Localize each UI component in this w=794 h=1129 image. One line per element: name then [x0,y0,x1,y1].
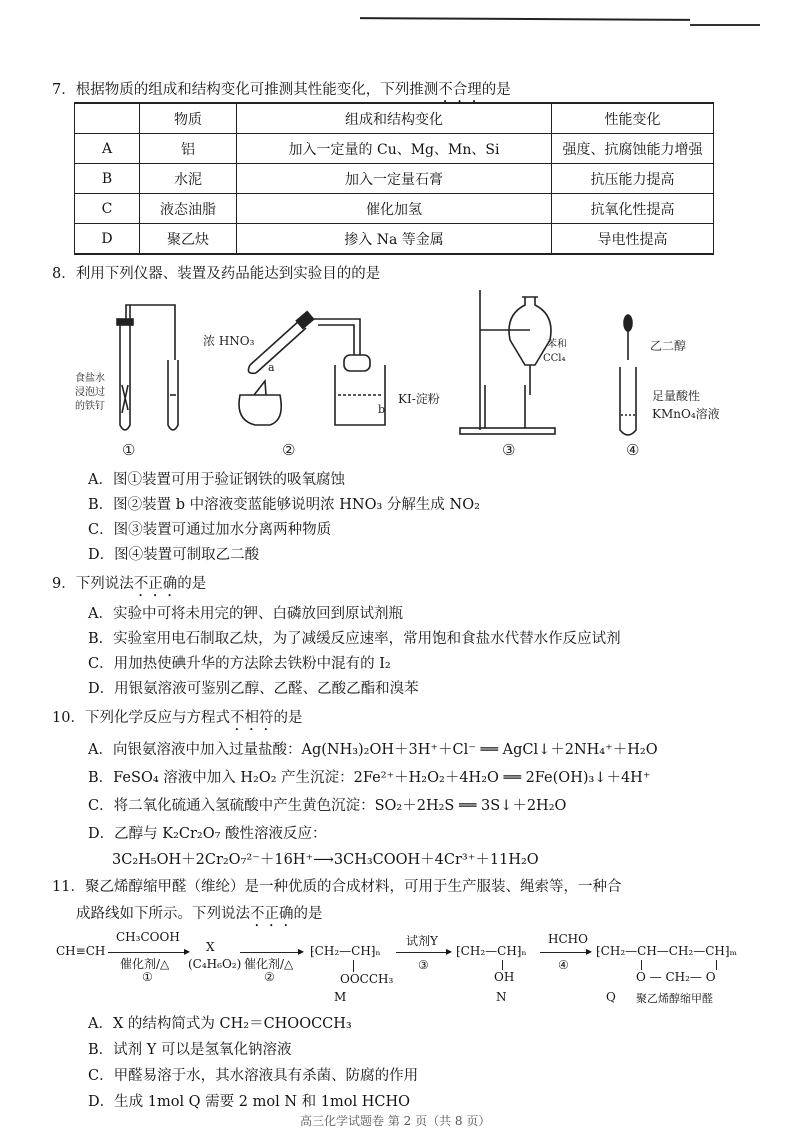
synthesis-route [56,930,756,1006]
q7-stem-end: 的是 [481,82,511,98]
figure-4-top-label: 乙二醇 [650,339,687,353]
figure-1-apparatus [117,305,178,430]
route-step-4-arrowhead: ▸ [586,944,593,958]
figure-1-label-3: 的铁钉 [75,401,105,412]
figure-2-b: b [378,403,386,416]
q9-option-a: A．实验中可将未用完的钾、白磷放回到原试剂瓶 [88,606,403,622]
figure-3-number: ③ [502,441,516,459]
q11-stem-text: 成路线如下所示。下列说法 [76,906,250,922]
polymer-m-bond [353,960,354,972]
q11-option-c: C．甲醛易溶于水，其水溶液具有杀菌、防腐的作用 [88,1068,419,1084]
q11-stem-emphasis: 不正确 [250,906,294,922]
q9-option-d: D．用银氨溶液可鉴别乙醇、乙醛、乙酸乙酯和溴苯 [88,681,419,697]
q11-option-d: D．生成 1mol Q 需要 2 mol N 和 1mol HCHO [88,1094,410,1110]
polymer-q-bond-left [641,960,642,970]
q10-stem-end: 的是 [273,710,303,726]
figure-3-apparatus [460,290,555,434]
route-step-4-reagent: HCHO [548,932,588,946]
polymer-m-substituent: OOCCH₃ [340,972,394,986]
header-cell: 性能变化 [552,103,714,134]
q11-stem-end: 的是 [293,906,323,922]
table-row [75,194,714,224]
polymer-q-bridge: O — CH₂— O [636,970,716,984]
q10-option-b: B．FeSO₄ 溶液中加入 H₂O₂ 产生沉淀：2Fe²⁺＋H₂O₂＋4H₂O ══ 2Fe(OH)₃↓＋4H⁺ [88,770,651,786]
table-row [75,224,714,255]
route-step-1-arrow [108,952,188,953]
q10-option-d-equation: 3C₂H₅OH＋2Cr₂O₇²⁻＋16H⁺⟶3CH₃COOH＋4Cr³⁺＋11H₂O [112,852,539,868]
q10-option-d: D．乙醇与 K₂Cr₂O₇ 酸性溶液反应： [88,826,327,842]
q10-option-c: C．将二氧化硫通入氢硫酸中产生黄色沉淀：SO₂＋2H₂S ══ 3S↓＋2H₂O [88,798,567,814]
route-step-2-number: ② [264,970,275,984]
q11-option-b: B．试剂 Y 可以是氢氧化钠溶液 [88,1042,292,1058]
figure-1-label-1: 食盐水 [75,373,105,384]
page-footer: 高三化学试题卷 第 2 页（共 8 页） [300,1114,491,1128]
header-rule-right [690,24,760,26]
table-header-row [75,103,714,134]
polymer-m-label: M [334,990,347,1004]
q8-figures [60,285,740,460]
table-cell: 抗压能力提高 [552,164,714,194]
table-cell: B [75,164,140,194]
table-cell: A [75,134,140,164]
figure-2-number: ② [282,441,296,459]
table-cell: 催化加氢 [237,194,552,224]
header-cell [75,103,140,134]
q8-stem: 8．利用下列仪器、装置及药品能达到实验目的的是 [52,266,381,282]
figure-4-label-1: 足量酸性 [652,389,701,403]
figure-3-label-2: CCl₄ [543,353,566,364]
q9-stem-emphasis: 不正确 [133,576,178,592]
route-start: CH≡CH [56,944,106,958]
table-cell: 加入一定量的 Cu、Mg、Mn、Si [237,134,552,164]
q8-option-d: D．图④装置可制取乙二酸 [88,547,260,563]
route-step-2-condition: 催化剂/△ [244,957,294,971]
table-cell: 掺入 Na 等金属 [237,224,552,255]
figure-4-apparatus [620,315,636,435]
q9-stem-end: 的是 [177,576,207,592]
route-step-3-number: ③ [418,958,429,972]
figure-4-label-2: KMnO₄溶液 [652,407,720,421]
route-step-1-condition: 催化剂/△ [120,957,170,971]
q11-stem-line-2 [76,902,323,930]
table-cell: 铝 [140,134,237,164]
polymer-q-chain: ⁅CH₂—CH—CH₂—CH⁆ₘ [596,944,737,958]
route-step-3-arrowhead: ▸ [446,944,453,958]
q11-stem-line-1: 11．聚乙烯醇缩甲醛（维纶）是一种优质的合成材料，可用于生产服装、绳索等，一种合 [52,879,622,895]
route-step-4-number: ④ [558,958,569,972]
table-cell: 抗氧化性提高 [552,194,714,224]
q8-option-a: A．图①装置可用于验证钢铁的吸氧腐蚀 [88,472,345,488]
intermediate-x: X [206,940,215,954]
table-cell: D [75,224,140,255]
polymer-n-bond [502,960,503,970]
q10-option-a: A．向银氨溶液中加入过量盐酸：Ag(NH₃)₂OH＋3H⁺＋Cl⁻ ══ AgCl↓＋2NH₄⁺＋H₂O [88,742,658,758]
q10-stem-emphasis: 不相符 [229,710,274,726]
figure-2-a: a [268,361,275,374]
table-cell: 强度、抗腐蚀能力增强 [552,134,714,164]
table-cell: 聚乙炔 [140,224,237,255]
route-step-1-number: ① [142,970,153,984]
table-cell: C [75,194,140,224]
q9-stem [52,572,206,600]
intermediate-x-formula: (C₄H₆O₂) [188,957,242,971]
figure-1-number: ① [122,441,136,459]
table-cell: 导电性提高 [552,224,714,255]
table-row [75,134,714,164]
table-row [75,164,714,194]
header-cell: 物质 [140,103,237,134]
polymer-q-label: Q [606,990,616,1004]
q7-stem-emphasis: 不合理 [438,82,482,98]
table-cell: 加入一定量石膏 [237,164,552,194]
q10-stem [52,706,302,734]
route-step-1-reagent: CH₃COOH [116,930,180,944]
table-cell: 水泥 [140,164,237,194]
header-cell: 组成和结构变化 [237,103,552,134]
polymer-m-chain: ⁅CH₂—CH⁆ₙ [310,944,381,958]
q8-option-c: C．图③装置可通过加水分离两种物质 [88,522,332,538]
polymer-q-name: 聚乙烯醇缩甲醛 [636,992,713,1005]
q11-option-a: A．X 的结构简式为 CH₂＝CHOOCCH₃ [88,1016,352,1032]
figure-2-ki: KI-淀粉 [398,392,440,406]
q9-option-b: B．实验室用电石制取乙炔，为了减缓反应速率，常用饱和食盐水代替水作反应试剂 [88,631,621,647]
table-cell: 液态油脂 [140,194,237,224]
q10-stem-text: 10．下列化学反应与方程式 [52,710,230,726]
q8-option-b: B．图②装置 b 中溶液变蓝能够说明浓 HNO₃ 分解生成 NO₂ [88,497,480,513]
polymer-n-label: N [496,990,507,1004]
figure-2-hno3: 浓 HNO₃ [203,334,255,348]
header-rule [360,17,690,21]
q7-table [74,102,714,255]
q9-stem-text: 9．下列说法 [52,576,134,592]
figure-2-apparatus [239,312,385,425]
route-step-2-arrow [240,952,302,953]
route-step-3-reagent: 试剂Y [406,934,438,948]
route-step-4-arrow [540,952,590,953]
figure-3-label-1: 苯和 [547,339,567,350]
polymer-n-substituent: OH [494,970,515,984]
polymer-n-chain: ⁅CH₂—CH⁆ₙ [456,944,527,958]
route-step-2-arrowhead: ▸ [298,944,305,958]
q9-option-c: C．用加热使碘升华的方法除去铁粉中混有的 I₂ [88,656,391,672]
figure-1-label-2: 浸泡过 [75,387,105,398]
q7-stem-text: 7．根据物质的组成和结构变化可推测其性能变化，下列推测 [52,82,439,98]
figure-4-number: ④ [626,441,640,459]
route-step-3-arrow [396,952,450,953]
route-step-1-arrowhead: ▸ [184,944,191,958]
polymer-q-bond-right [716,960,717,970]
